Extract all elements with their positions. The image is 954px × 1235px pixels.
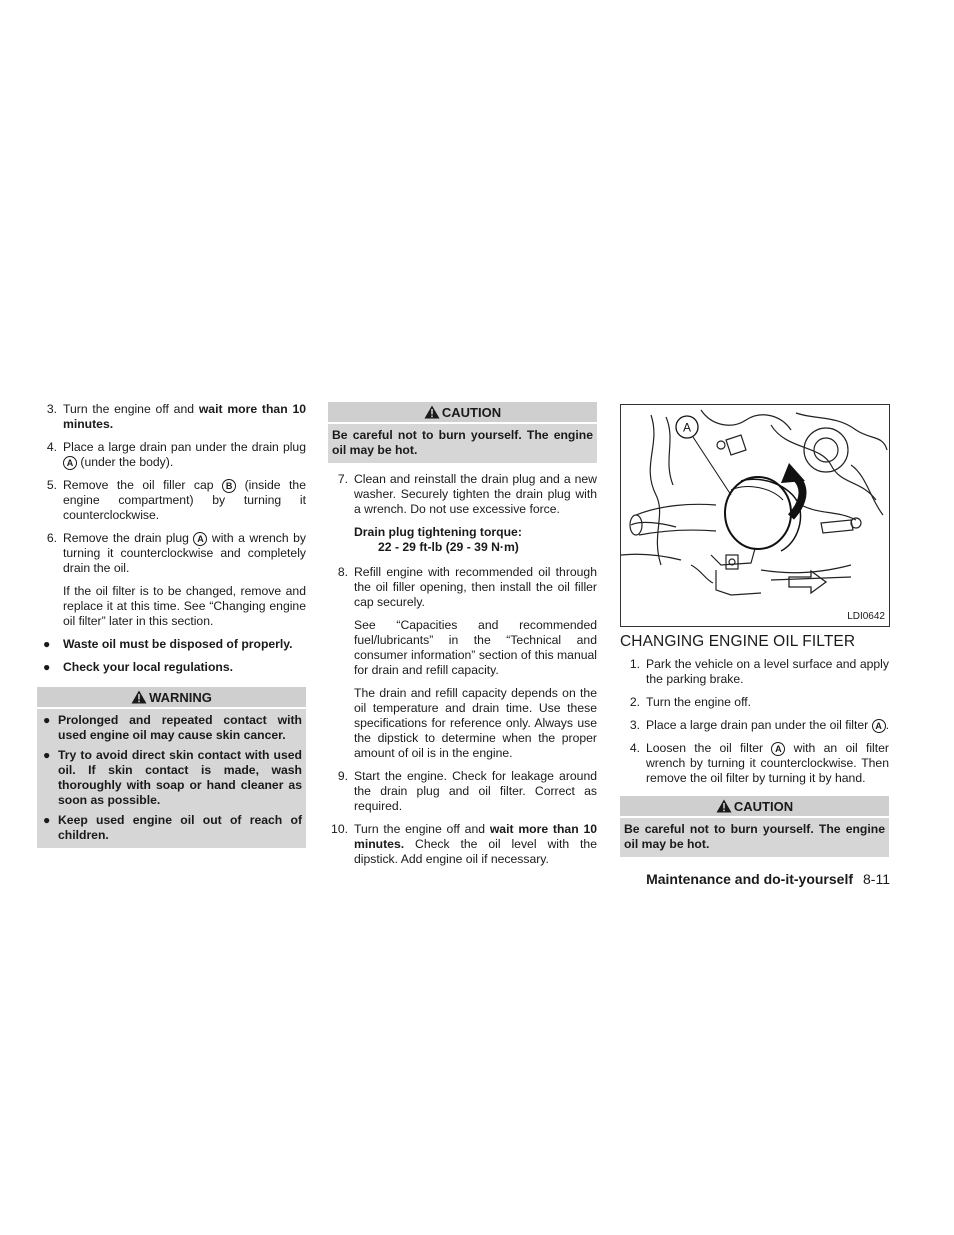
column-right bbox=[620, 404, 889, 866]
step-10: 10. Turn the engine off and wait more than 10 minutes. Check the oil level with the dipstick. Add engine oil if necessary. bbox=[331, 822, 597, 866]
step-5: 5. Remove the oil filler cap B (inside the engine compartment) by turning it counterclockwise. bbox=[46, 478, 306, 522]
caution-box bbox=[620, 796, 889, 857]
torque-value: 22 - 29 ft-lb (29 - 39 N·m) bbox=[378, 540, 519, 554]
marker-a: A bbox=[771, 742, 785, 756]
bullet-icon: ● bbox=[43, 748, 51, 762]
caution-header: CAUTION bbox=[328, 402, 597, 424]
bullet-icon: ● bbox=[43, 637, 51, 651]
marker-a: A bbox=[63, 456, 77, 470]
warning-body bbox=[37, 709, 306, 848]
step-8: 8. Refill engine with recommended oil through the oil filler opening, then install the oil filler cap securely. bbox=[337, 565, 597, 609]
caution-body: Be careful not to burn yourself. The engine oil may be hot. bbox=[332, 428, 593, 457]
oil-filter-note: If the oil filter is to be changed, remove and replace it at this time. See “Changing engine oil filter” later in this section. bbox=[63, 584, 306, 628]
caution-box bbox=[328, 402, 597, 463]
figure-label-a: A bbox=[682, 420, 692, 435]
capacity-reference: See “Capacities and recommended fuel/lubricants” in the “Technical and consumer information” section of this manual for drain and refill capacity. bbox=[354, 618, 597, 677]
bullet-icon: ● bbox=[43, 660, 51, 674]
section-name: Maintenance and do-it-yourself bbox=[646, 871, 854, 887]
figure-id: LDI0642 bbox=[847, 611, 885, 622]
marker-b: B bbox=[222, 479, 236, 493]
warning-triangle-icon bbox=[424, 405, 440, 419]
torque-spec bbox=[328, 525, 597, 555]
bullet-regulations: ● Check your local regulations. bbox=[43, 660, 233, 674]
filter-step-4: 4. Loosen the oil filter A with an oil filter wrench by turning it counterclockwise. Then remove the oil filter by turning it by hand. bbox=[629, 741, 889, 785]
warning-item: ● Try to avoid direct skin contact with used oil. If skin contact is made, wash thoroughly with soap or hand cleaner as soon as possible. bbox=[43, 748, 302, 807]
warning-item: ● Keep used engine oil out of reach of children. bbox=[43, 813, 302, 842]
oil-filter-illustration bbox=[620, 404, 890, 627]
marker-a: A bbox=[872, 719, 886, 733]
torque-label: Drain plug tightening torque: bbox=[354, 525, 522, 539]
warning-triangle-icon bbox=[716, 799, 732, 813]
column-left bbox=[37, 402, 306, 857]
warning-header: WARNING bbox=[37, 687, 306, 709]
caution-body: Be careful not to burn yourself. The engine oil may be hot. bbox=[624, 822, 885, 851]
section-title: CHANGING ENGINE OIL FILTER bbox=[620, 633, 856, 650]
marker-a: A bbox=[193, 532, 207, 546]
page-number: 8-11 bbox=[863, 871, 890, 887]
step-6: 6. Remove the drain plug A with a wrench by turning it counterclockwise and completely drain the oil. bbox=[46, 531, 307, 575]
bullet-icon: ● bbox=[43, 713, 51, 727]
step-7: 7. Clean and reinstall the drain plug and a new washer. Securely tighten the drain plug with a wrench. Do not use excessive force. bbox=[337, 472, 597, 516]
warning-box bbox=[37, 687, 306, 848]
filter-steps bbox=[620, 657, 889, 786]
bullet-dispose: ● Waste oil must be disposed of properly. bbox=[43, 637, 293, 651]
step-4: 4. Place a large drain pan under the drain plug A (under the body). bbox=[46, 440, 306, 469]
filter-step-1: 1. Park the vehicle on a level surface and apply the parking brake. bbox=[629, 657, 889, 686]
bullet-icon: ● bbox=[43, 813, 51, 827]
engine-oil-filter-drawing bbox=[621, 405, 889, 626]
capacity-note: The drain and refill capacity depends on the oil temperature and drain time. Use these specifications for reference only. Always use the dipstick to determine when the proper amount of oil is in the engine. bbox=[354, 686, 597, 760]
step-9: 9. Start the engine. Check for leakage around the drain plug and oil filter. Correct as required. bbox=[337, 769, 597, 813]
caution-header: CAUTION bbox=[620, 796, 889, 818]
step-3: 3. Turn the engine off and wait more than 10 minutes. bbox=[46, 402, 306, 431]
warning-triangle-icon bbox=[131, 690, 147, 704]
filter-step-2: 2. Turn the engine off. bbox=[629, 695, 752, 709]
page-footer bbox=[646, 872, 890, 887]
warning-item: ● Prolonged and repeated contact with used engine oil may cause skin cancer. bbox=[43, 713, 302, 742]
filter-step-3: 3. Place a large drain pan under the oil filter A . bbox=[629, 718, 889, 732]
column-middle bbox=[328, 402, 597, 875]
